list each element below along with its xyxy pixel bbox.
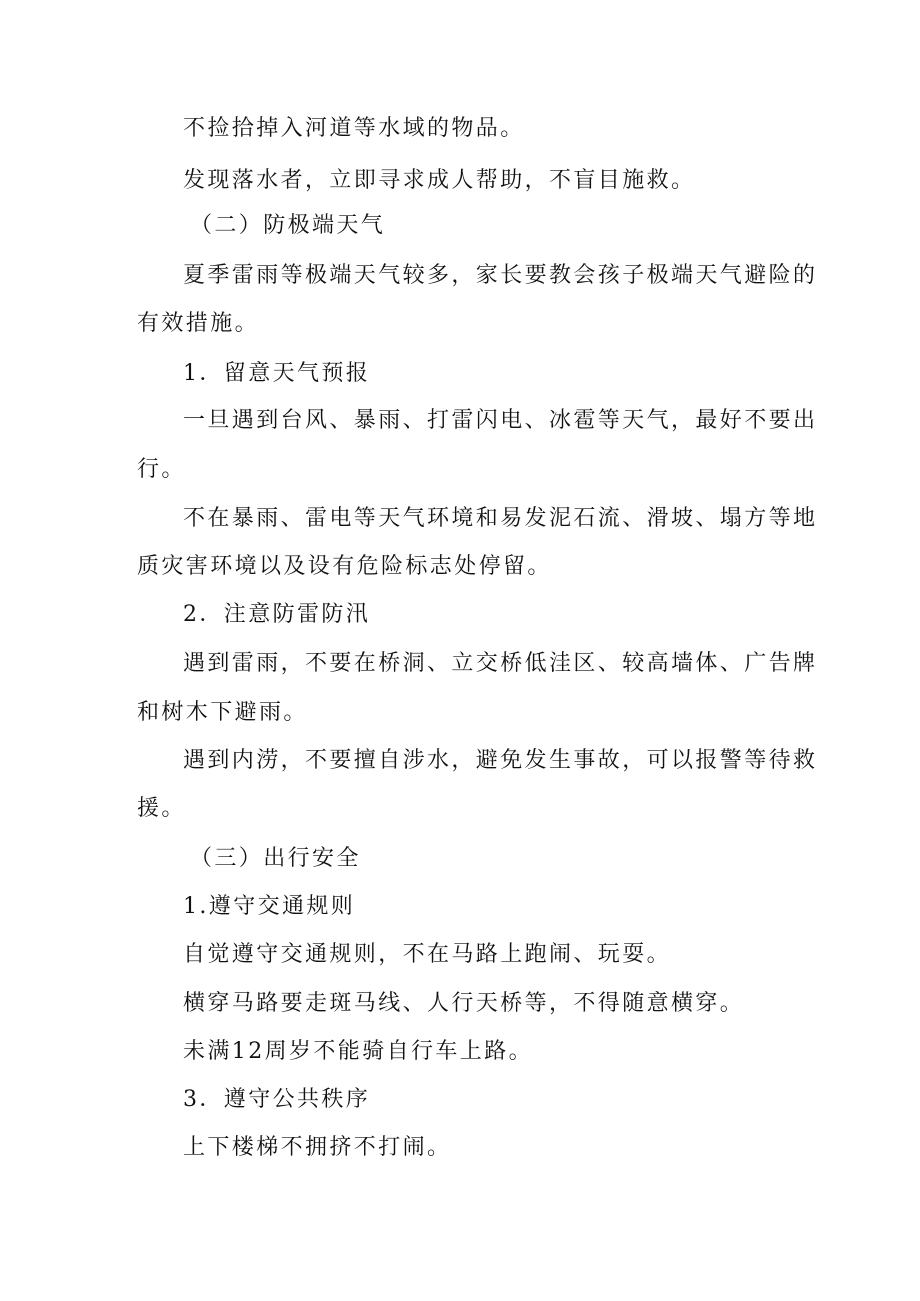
paragraph-line: 不在暴雨、雷电等天气环境和易发泥石流、滑坡、塌方等地 xyxy=(183,506,818,531)
paragraph-line: 横穿马路要走斑马线、人行天桥等，不得随意横穿。 xyxy=(183,991,745,1016)
section-heading: （二）防极端天气 xyxy=(190,213,386,238)
paragraph-line: 未满12周岁不能骑自行车上路。 xyxy=(183,1039,533,1064)
paragraph-line: 和树木下避雨。 xyxy=(137,700,308,725)
paragraph-line: 遇到雷雨，不要在桥洞、立交桥低洼区、较高墙体、广告牌 xyxy=(183,651,818,676)
subsection-heading: 2．注意防雷防汛 xyxy=(183,602,371,627)
paragraph-line: 有效措施。 xyxy=(137,311,260,336)
paragraph-line: 夏季雷雨等极端天气较多，家长要教会孩子极端天气避险的 xyxy=(183,263,818,288)
section-heading: （三）出行安全 xyxy=(190,846,361,871)
subsection-heading: 3．遵守公共秩序 xyxy=(183,1087,371,1112)
paragraph-line: 上下楼梯不拥挤不打闹。 xyxy=(183,1135,452,1160)
paragraph-line: 发现落水者，立即寻求成人帮助，不盲目施救。 xyxy=(183,168,696,193)
paragraph-line: 一旦遇到台风、暴雨、打雷闪电、冰雹等天气，最好不要出 xyxy=(183,408,818,433)
paragraph-line: 质灾害环境以及设有危险标志处停留。 xyxy=(137,554,552,579)
paragraph-line: 行。 xyxy=(137,457,186,482)
paragraph-line: 遇到内涝，不要擅自涉水，避免发生事故，可以报警等待救 xyxy=(183,748,818,773)
paragraph-line: 不捡拾掉入河道等水域的物品。 xyxy=(183,116,525,141)
paragraph-line: 援。 xyxy=(137,796,186,821)
subsection-heading: 1．留意天气预报 xyxy=(183,361,371,386)
subsection-heading: 1.遵守交通规则 xyxy=(183,894,356,919)
paragraph-line: 自觉遵守交通规则，不在马路上跑闹、玩耍。 xyxy=(183,942,672,967)
